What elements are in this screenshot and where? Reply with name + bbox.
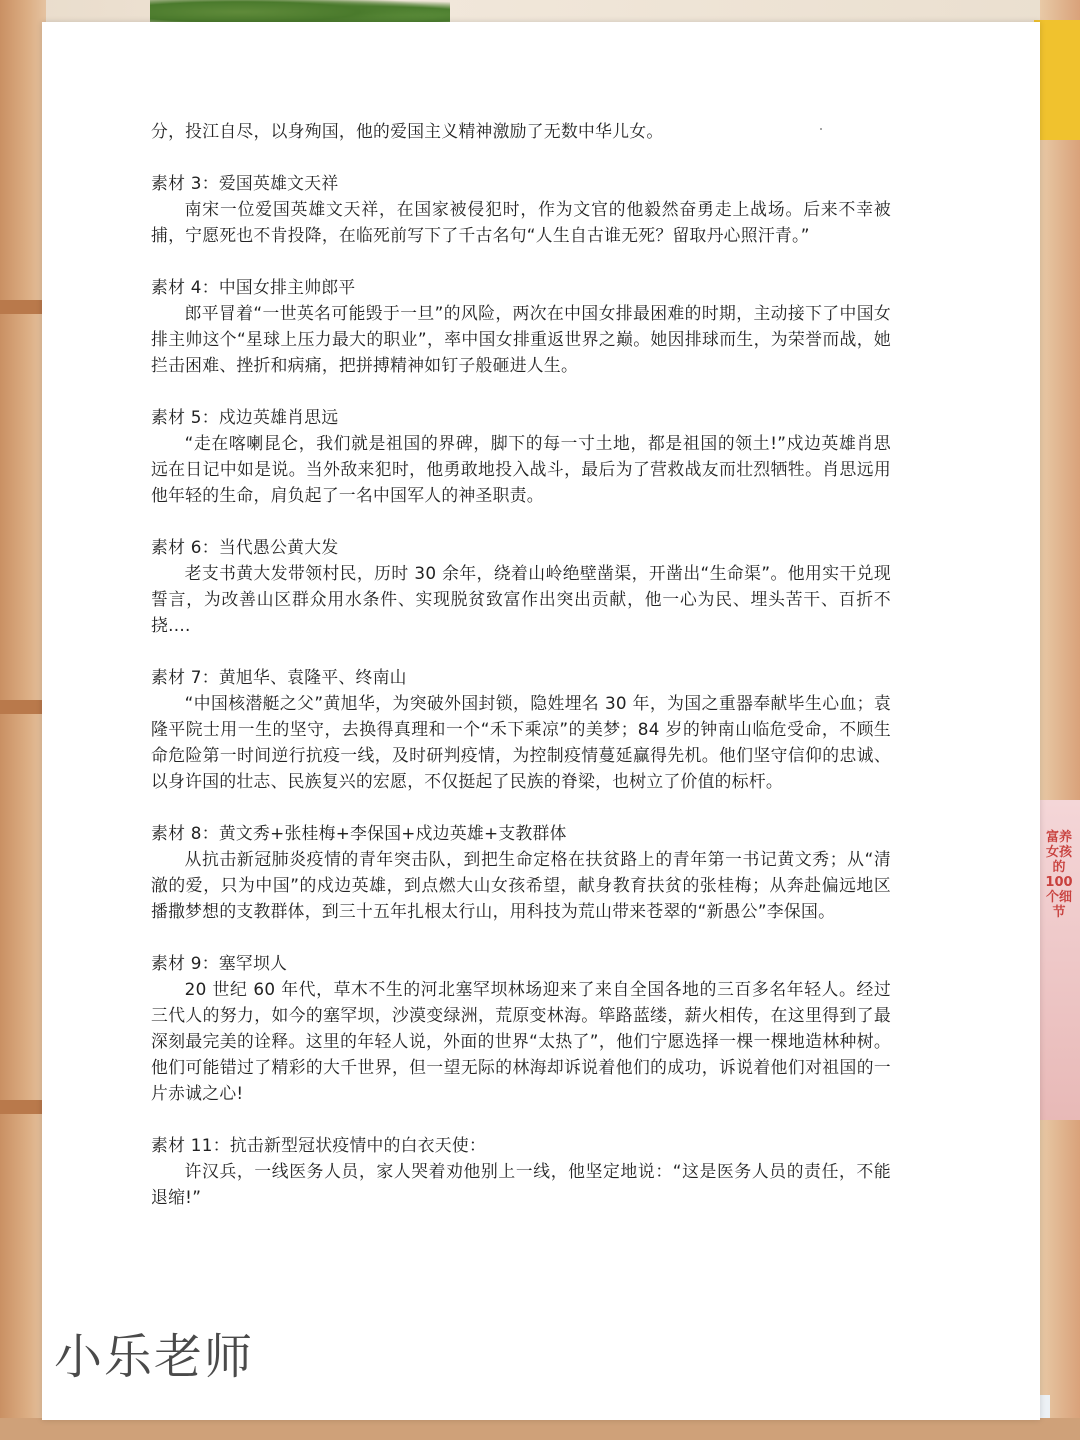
book-spine-text: 富养女孩的100个细节 (1045, 830, 1073, 920)
shelf-plank (0, 1100, 46, 1114)
section-title: 素材 3：爱国英雄文天祥 (151, 173, 339, 193)
opening-line: 分，投江自尽，以身殉国，他的爱国主义精神激励了无数中华儿女。 (151, 121, 664, 141)
section-title: 素材 9：塞罕坝人 (151, 953, 288, 973)
section-title: 素材 6：当代愚公黄大发 (151, 537, 339, 557)
section-body: 南宋一位爱国英雄文天祥，在国家被侵犯时，作为文官的他毅然奋勇走上战场。后来不幸被捕，宁愿死也不肯投降，在临死前写下了千古名句“人生自古谁无死？留取丹心照汗青。” (151, 199, 891, 245)
document-content (151, 118, 891, 1210)
section-body: 许汉兵，一线医务人员，家人哭着劝他别上一线，他坚定地说：“这是医务人员的责任，不能退缩!” (151, 1161, 891, 1207)
section-body: 从抗击新冠肺炎疫情的青年突击队，到把生命定格在扶贫路上的青年第一书记黄文秀；从“清澈的爱，只为中国”的戍边英雄，到点燃大山女孩希望，献身教育扶贫的张桂梅；从奔赴偏远地区播撒梦想的支教群体，到三十五年扎根太行山，用科技为荒山带来苍翠的“新愚公”李保国。 (151, 849, 891, 921)
section-title: 素材 8：黄文秀+张桂梅+李保国+戍边英雄+支教群体 (151, 823, 567, 843)
section-body: “中国核潜艇之父”黄旭华，为突破外国封锁，隐姓埋名 30 年，为国之重器奉献毕生心血；袁隆平院士用一生的坚守，去换得真理和一个“禾下乘凉”的美梦；84 岁的钟南山临危受命，不顾生命危险第一时间逆行抗疫一线，及时研判疫情，为控制疫情蔓延赢得先机。他们坚守信仰的忠诚、以身许国的壮志、民族复兴的宏愿，不仅挺起了民族的脊梁，也树立了价值的标杆。 (151, 693, 891, 791)
section-body: 20 世纪 60 年代，草木不生的河北塞罕坝林场迎来了来自全国各地的三百多名年轻人。经过三代人的努力，如今的塞罕坝，沙漠变绿洲，荒原变林海。筚路蓝缕，薪火相传，在这里得到了最深刻最完美的诠释。这里的年轻人说，外面的世界“太热了”，他们宁愿选择一棵一棵地造林种树。他们可能错过了精彩的大千世界，但一望无际的林海却诉说着他们的成功，诉说着他们对祖国的一片赤诚之心! (151, 979, 891, 1103)
shelf-right (1040, 0, 1080, 1440)
section-title: 素材 5：戍边英雄肖思远 (151, 407, 339, 427)
shelf-left (0, 0, 46, 1440)
section-title: 素材 11：抗击新型冠状疫情中的白衣天使： (151, 1135, 487, 1155)
book-yellow (1034, 20, 1080, 140)
section-title: 素材 7：黄旭华、袁隆平、终南山 (151, 667, 407, 687)
section-title: 素材 4：中国女排主帅郎平 (151, 277, 356, 297)
book-pink (1040, 800, 1080, 1120)
author-signature: 小乐老师 (54, 1329, 255, 1385)
section-body: “走在喀喇昆仑，我们就是祖国的界碑，脚下的每一寸土地，都是祖国的领土!”戍边英雄肖思远在日记中如是说。当外敌来犯时，他勇敢地投入战斗，最后为了营救战友而壮烈牺牲。肖思远用他年轻的生命，肩负起了一名中国军人的神圣职责。 (151, 433, 891, 505)
table-edge (0, 1418, 1080, 1440)
section-body: 郎平冒着“一世英名可能毁于一旦”的风险，两次在中国女排最困难的时期，主动接下了中国女排主帅这个“星球上压力最大的职业”，率中国女排重返世界之巅。她因排球而生，为荣誉而战，她拦击困难、挫折和病痛，把拼搏精神如钉子般砸进人生。 (151, 303, 891, 375)
shelf-plank (0, 300, 46, 314)
section-body: 老支书黄大发带领村民，历时 30 余年，绕着山岭绝壁凿渠，开凿出“生命渠”。他用实干兑现誓言，为改善山区群众用水条件、实现脱贫致富作出突出贡献，他一心为民、埋头苦干、百折不挠.... (151, 563, 891, 635)
shelf-plank (0, 700, 46, 714)
